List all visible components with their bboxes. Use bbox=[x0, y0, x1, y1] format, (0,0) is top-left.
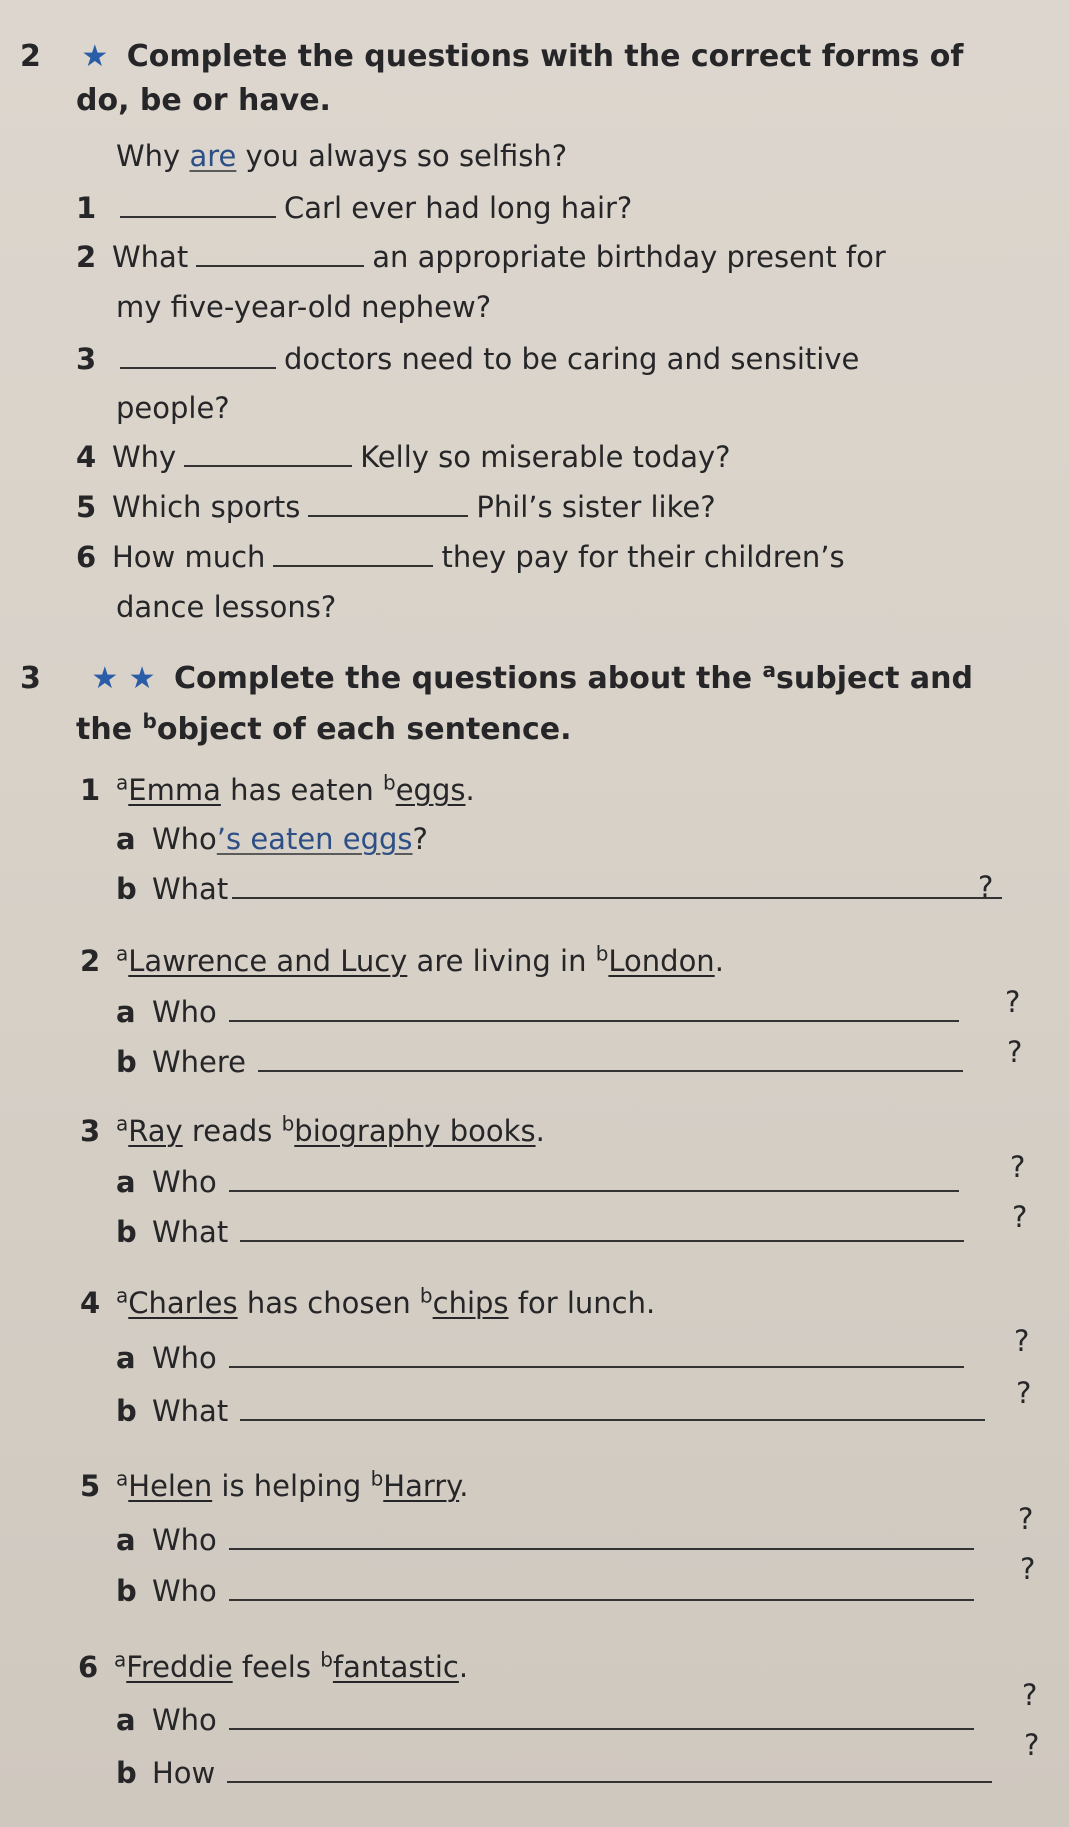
exercise-3-item-4-b: b What bbox=[116, 1392, 993, 1430]
exercise-2-item-6: 6 How much they pay for their children’s bbox=[76, 540, 845, 574]
exercise-2-item-4: 4 Why Kelly so miserable today? bbox=[76, 440, 731, 474]
exercise-2-heading bbox=[20, 38, 963, 76]
answer-blank[interactable] bbox=[229, 1702, 974, 1730]
exercise-3-item-3-a: a Who bbox=[116, 1163, 967, 1201]
exercise-2-heading-cont bbox=[76, 82, 331, 120]
exercise-3-item-2-b: b Where bbox=[116, 1043, 971, 1081]
object-text: Harry bbox=[383, 1469, 460, 1503]
exercise-2-item-1: 1 Carl ever had long hair? bbox=[76, 191, 633, 225]
exercise-2-item-3-cont: people? bbox=[116, 391, 230, 425]
instruction-text: Complete the questions with the correct forms of bbox=[126, 39, 964, 74]
exercise-3-item-1-b: b What bbox=[116, 870, 1010, 908]
exercise-3-item-2: 2 $^a$Lawrence and Lucy are living in $^b$London. bbox=[80, 941, 724, 978]
two-stars-icon: ★ ★ bbox=[91, 661, 156, 696]
answer-blank[interactable] bbox=[240, 1214, 964, 1242]
answer-blank[interactable] bbox=[273, 539, 433, 567]
exercise-3-item-1-a: a Who’s eaten eggs? bbox=[116, 822, 428, 856]
question-mark: ? bbox=[1022, 1678, 1038, 1712]
subject-text: Helen bbox=[128, 1469, 213, 1503]
exercise-number: 2 bbox=[20, 39, 41, 74]
exercise-3-item-3: 3 $^a$Ray reads $^b$biography books. bbox=[80, 1111, 545, 1148]
question-mark: ? bbox=[1012, 1200, 1028, 1234]
object-text: chips bbox=[432, 1286, 509, 1320]
exercise-3-item-5-b: b Who bbox=[116, 1572, 982, 1610]
example-sentence: Why are you always so selfish? bbox=[116, 139, 568, 173]
exercise-2-item-3: 3 doctors need to be caring and sensitive bbox=[76, 342, 860, 376]
question-mark: ? bbox=[1010, 1150, 1026, 1184]
exercise-2-item-5: 5 Which sports Phil’s sister like? bbox=[76, 490, 716, 524]
answer-blank[interactable] bbox=[308, 489, 468, 517]
exercise-3-item-4-a: a Who bbox=[116, 1339, 972, 1377]
exercise-3-item-5: 5 $^a$Helen is helping $^b$Harry. bbox=[80, 1466, 469, 1503]
subject-text: Lawrence and Lucy bbox=[128, 944, 408, 978]
exercise-3-heading: 3 ★ ★ Complete the questions about the $^a$subject and bbox=[20, 658, 973, 696]
exercise-3-item-6: 6 $^a$Freddie feels $^b$fantastic. bbox=[78, 1647, 469, 1684]
exercise-3-item-4: 4 $^a$Charles has chosen $^b$chips for lunch. bbox=[80, 1283, 656, 1320]
exercise-3-heading-cont: the $^b$object of each sentence. bbox=[76, 709, 572, 747]
subject-text: Emma bbox=[128, 773, 221, 807]
object-text: London bbox=[608, 944, 715, 978]
question-mark: ? bbox=[978, 870, 994, 904]
answer-blank[interactable] bbox=[229, 1340, 964, 1368]
answer-blank[interactable] bbox=[240, 1393, 985, 1421]
exercise-3-item-5-a: a Who bbox=[116, 1521, 982, 1559]
object-text: biography books bbox=[294, 1114, 536, 1148]
question-mark: ? bbox=[1016, 1376, 1032, 1410]
handwritten-answer: ’s eaten eggs bbox=[216, 822, 413, 856]
star-icon: ★ bbox=[81, 39, 109, 74]
exercise-3-item-6-b: b How bbox=[116, 1754, 1000, 1792]
answer-blank[interactable] bbox=[120, 190, 276, 218]
exercise-number: 3 bbox=[20, 661, 41, 696]
answer-blank[interactable] bbox=[232, 871, 1002, 899]
object-text: eggs bbox=[395, 773, 466, 807]
subject-text: Ray bbox=[128, 1114, 183, 1148]
answer-blank[interactable] bbox=[184, 439, 352, 467]
question-mark: ? bbox=[1018, 1502, 1034, 1536]
instruction-text: do, be or have. bbox=[76, 83, 331, 118]
question-mark: ? bbox=[1020, 1552, 1036, 1586]
subject-text: Freddie bbox=[126, 1650, 233, 1684]
subject-text: Charles bbox=[128, 1286, 238, 1320]
object-text: fantastic bbox=[332, 1650, 459, 1684]
answer-blank[interactable] bbox=[227, 1755, 992, 1783]
exercise-3-item-6-a: a Who bbox=[116, 1701, 982, 1739]
answer-blank[interactable] bbox=[120, 341, 276, 369]
exercise-3-item-1: 1 $^a$Emma has eaten $^b$eggs. bbox=[80, 770, 475, 807]
answer-blank[interactable] bbox=[229, 1573, 974, 1601]
exercise-3-item-3-b: b What bbox=[116, 1213, 972, 1251]
answer-blank[interactable] bbox=[196, 239, 364, 267]
answer-blank[interactable] bbox=[229, 1164, 959, 1192]
exercise-2-item-2: 2 What an appropriate birthday present for bbox=[76, 240, 886, 274]
question-mark: ? bbox=[1024, 1728, 1040, 1762]
question-mark: ? bbox=[1005, 985, 1021, 1019]
question-mark: ? bbox=[1014, 1324, 1030, 1358]
answer-blank[interactable] bbox=[229, 1522, 974, 1550]
question-mark: ? bbox=[1007, 1035, 1023, 1069]
exercise-2-item-6-cont: dance lessons? bbox=[116, 590, 337, 624]
exercise-2-item-2-cont: my five-year-old nephew? bbox=[116, 290, 492, 324]
handwritten-answer: are bbox=[189, 139, 237, 173]
exercise-3-item-2-a: a Who bbox=[116, 993, 967, 1031]
answer-blank[interactable] bbox=[258, 1044, 963, 1072]
answer-blank[interactable] bbox=[229, 994, 959, 1022]
